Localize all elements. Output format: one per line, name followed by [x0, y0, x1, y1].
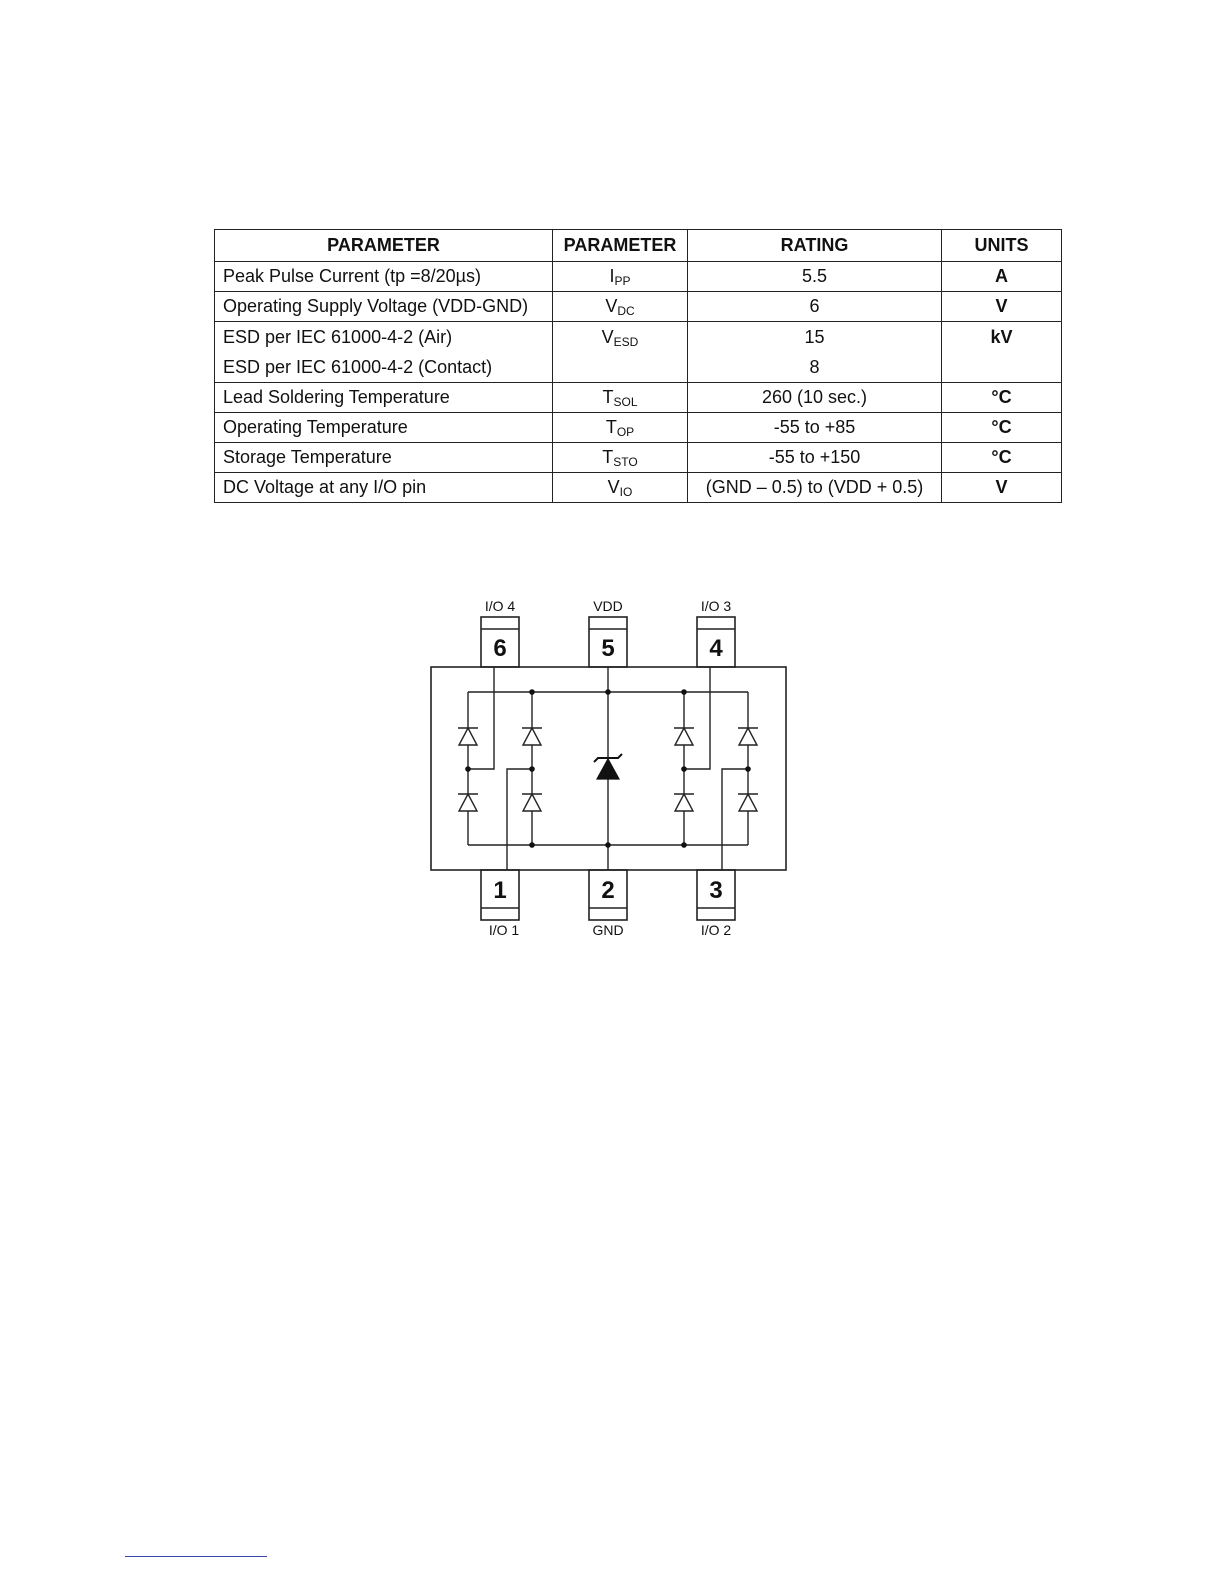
pin-4-label: I/O 3 [700, 598, 732, 614]
pinout-diagram [400, 580, 820, 960]
row-rating: 5.5 [688, 262, 942, 292]
symbol-main: T [605, 416, 617, 437]
row-symbol [553, 292, 688, 322]
header-units: UNITS [942, 230, 1062, 262]
pin-6-number: 6 [493, 635, 507, 662]
row-symbol [553, 473, 688, 503]
symbol-main: V [605, 295, 618, 316]
table-row [215, 322, 1062, 383]
row-rating: 6 [688, 292, 942, 322]
diode-icon [675, 794, 693, 811]
pin-3-number: 3 [709, 877, 723, 904]
diode-icon [523, 794, 541, 811]
symbol-main: V [607, 476, 620, 497]
symbol-main: I [609, 265, 615, 286]
header-parameter: PARAMETER [215, 230, 553, 262]
symbol-subscript: IO [619, 484, 633, 499]
pin-4-number: 4 [709, 635, 723, 662]
header-rating: RATING [688, 230, 942, 262]
row-symbol [553, 322, 688, 383]
row-parameter: Lead Soldering Temperature [215, 383, 553, 413]
pin-5-number: 5 [601, 635, 615, 662]
footnote-divider [125, 1556, 267, 1557]
diode-icon [675, 728, 693, 745]
table-row [215, 262, 1062, 292]
symbol-subscript: STO [613, 454, 638, 469]
row-parameter-contact: ESD per IEC 61000-4-2 (Contact) [223, 357, 493, 377]
row-symbol [553, 383, 688, 413]
symbol-main: V [601, 327, 614, 347]
symbol-subscript: PP [614, 273, 631, 288]
symbol-subscript: OP [616, 424, 635, 439]
row-unit: kV [942, 322, 1062, 383]
pin-6-label: I/O 4 [484, 598, 516, 614]
diode-icon [739, 794, 757, 811]
row-rating: -55 to +85 [688, 413, 942, 443]
row-parameter: Peak Pulse Current (tp =8/20µs) [215, 262, 553, 292]
row-symbol [553, 443, 688, 473]
symbol-subscript: ESD [613, 335, 639, 349]
diode-icon [739, 728, 757, 745]
diode-icon [459, 794, 477, 811]
pin-2-label: GND [592, 922, 624, 938]
row-unit: °C [942, 383, 1062, 413]
row-parameter: Storage Temperature [215, 443, 553, 473]
row-rating: -55 to +150 [688, 443, 942, 473]
table-row [215, 383, 1062, 413]
symbol-subscript: SOL [613, 394, 638, 409]
row-parameter [215, 322, 553, 383]
table-row [215, 473, 1062, 503]
row-rating-air: 15 [804, 327, 825, 347]
row-unit: V [942, 292, 1062, 322]
row-parameter: Operating Temperature [215, 413, 553, 443]
pin-3-label: I/O 2 [700, 922, 732, 938]
symbol-main: T [602, 386, 614, 407]
header-symbol: PARAMETER [553, 230, 688, 262]
pin-1-number: 1 [493, 877, 507, 904]
symbol-main: T [602, 446, 614, 467]
absolute-ratings-table [214, 229, 1062, 503]
row-unit: A [942, 262, 1062, 292]
pin-5-label: VDD [593, 598, 623, 614]
pin-1-label: I/O 1 [488, 922, 520, 938]
zener-diode-icon [594, 754, 622, 779]
row-parameter: DC Voltage at any I/O pin [215, 473, 553, 503]
table-row [215, 443, 1062, 473]
row-rating: (GND – 0.5) to (VDD + 0.5) [688, 473, 942, 503]
table-row [215, 292, 1062, 322]
row-parameter: Operating Supply Voltage (VDD-GND) [215, 292, 553, 322]
table-header-row [215, 230, 1062, 262]
symbol-subscript: DC [617, 303, 635, 318]
row-unit: V [942, 473, 1062, 503]
row-unit: °C [942, 413, 1062, 443]
row-symbol [553, 262, 688, 292]
row-rating: 260 (10 sec.) [688, 383, 942, 413]
diode-icon [459, 728, 477, 745]
row-unit: °C [942, 443, 1062, 473]
row-rating [688, 322, 942, 383]
pin-2-number: 2 [601, 877, 615, 904]
row-parameter-air: ESD per IEC 61000-4-2 (Air) [223, 327, 453, 347]
table-row [215, 413, 1062, 443]
row-symbol [553, 413, 688, 443]
diode-icon [523, 728, 541, 745]
row-rating-contact: 8 [809, 357, 820, 377]
